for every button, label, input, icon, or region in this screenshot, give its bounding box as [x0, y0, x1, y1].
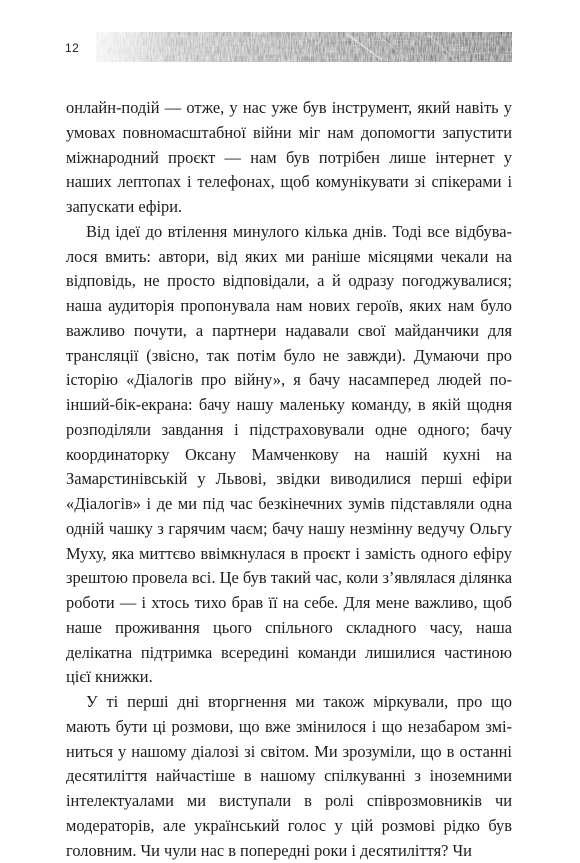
paragraph-3: У ті перші дні вторгнення ми також міркували, про що мають бути ці розмови, що вже змінилося і що незабаром зміниться у нашому діалозі зі світом. Ми зрозуміли, що в останні десятиліття найчастіше в нашому спілкуванні з іноземними інтелектуалами ми виступали в ролі співрозмовників чи модераторів, але український голос у цій розмові рідко був головним. Чи чули нас в попередні роки і десятиліття? Чи — [66, 692, 512, 860]
page-number: 12 — [65, 41, 80, 55]
header-brush-texture — [96, 30, 512, 64]
paragraph-1: онлайн-подій — отже, у нас уже був інструмент, який навіть у умовах повномасштабної війни міг нам допомогти запустити міжнародний проєкт — нам був потрібен лише інтернет у наших лептопах і телефонах, щоб комунікувати зі спікерами і запускати ефіри. — [66, 98, 512, 216]
body-text — [66, 96, 512, 863]
paragraph-2: Від ідеї до втілення минулого кілька днів. Тоді все відбувалося вмить: автори, від яких ми раніше місяцями чекали на відповідь, не просто відповідали, а й одразу погоджувалися; наша аудиторія пропонувала нам нових героїв, яких нам було важливо почути, а партнери надавали свої майданчики для трансляції (звісно, так потім було не завжди). Думаючи про історію «Діалогів про війну», я бачу насамперед людей по-інший-бік-екрана: бачу нашу маленьку команду, в якій щодня розподіляли завдання і підстраховували одне одного; бачу координаторку Оксану Мамченкову на нашій кухні на Замарстинівській у Львові, звідки виводилися перші ефіри «Діалогів» і де ми під час безкінечних зумів підставляли одна одній чашку з гарячим чаєм; бачу нашу незмінну ведучу Ольгу Муху, яка миттєво ввімкнулася в проєкт і замість одного ефіру зрештою провела всі. Це був такий час, коли з’являлася ділянка роботи — і хтось тихо брав її на себе. Для мене важливо, щоб наше проживання цього спільного складного часу, наша делікатна підтримка всередині команди лишилися частиною цієї книжки. — [66, 221, 512, 687]
